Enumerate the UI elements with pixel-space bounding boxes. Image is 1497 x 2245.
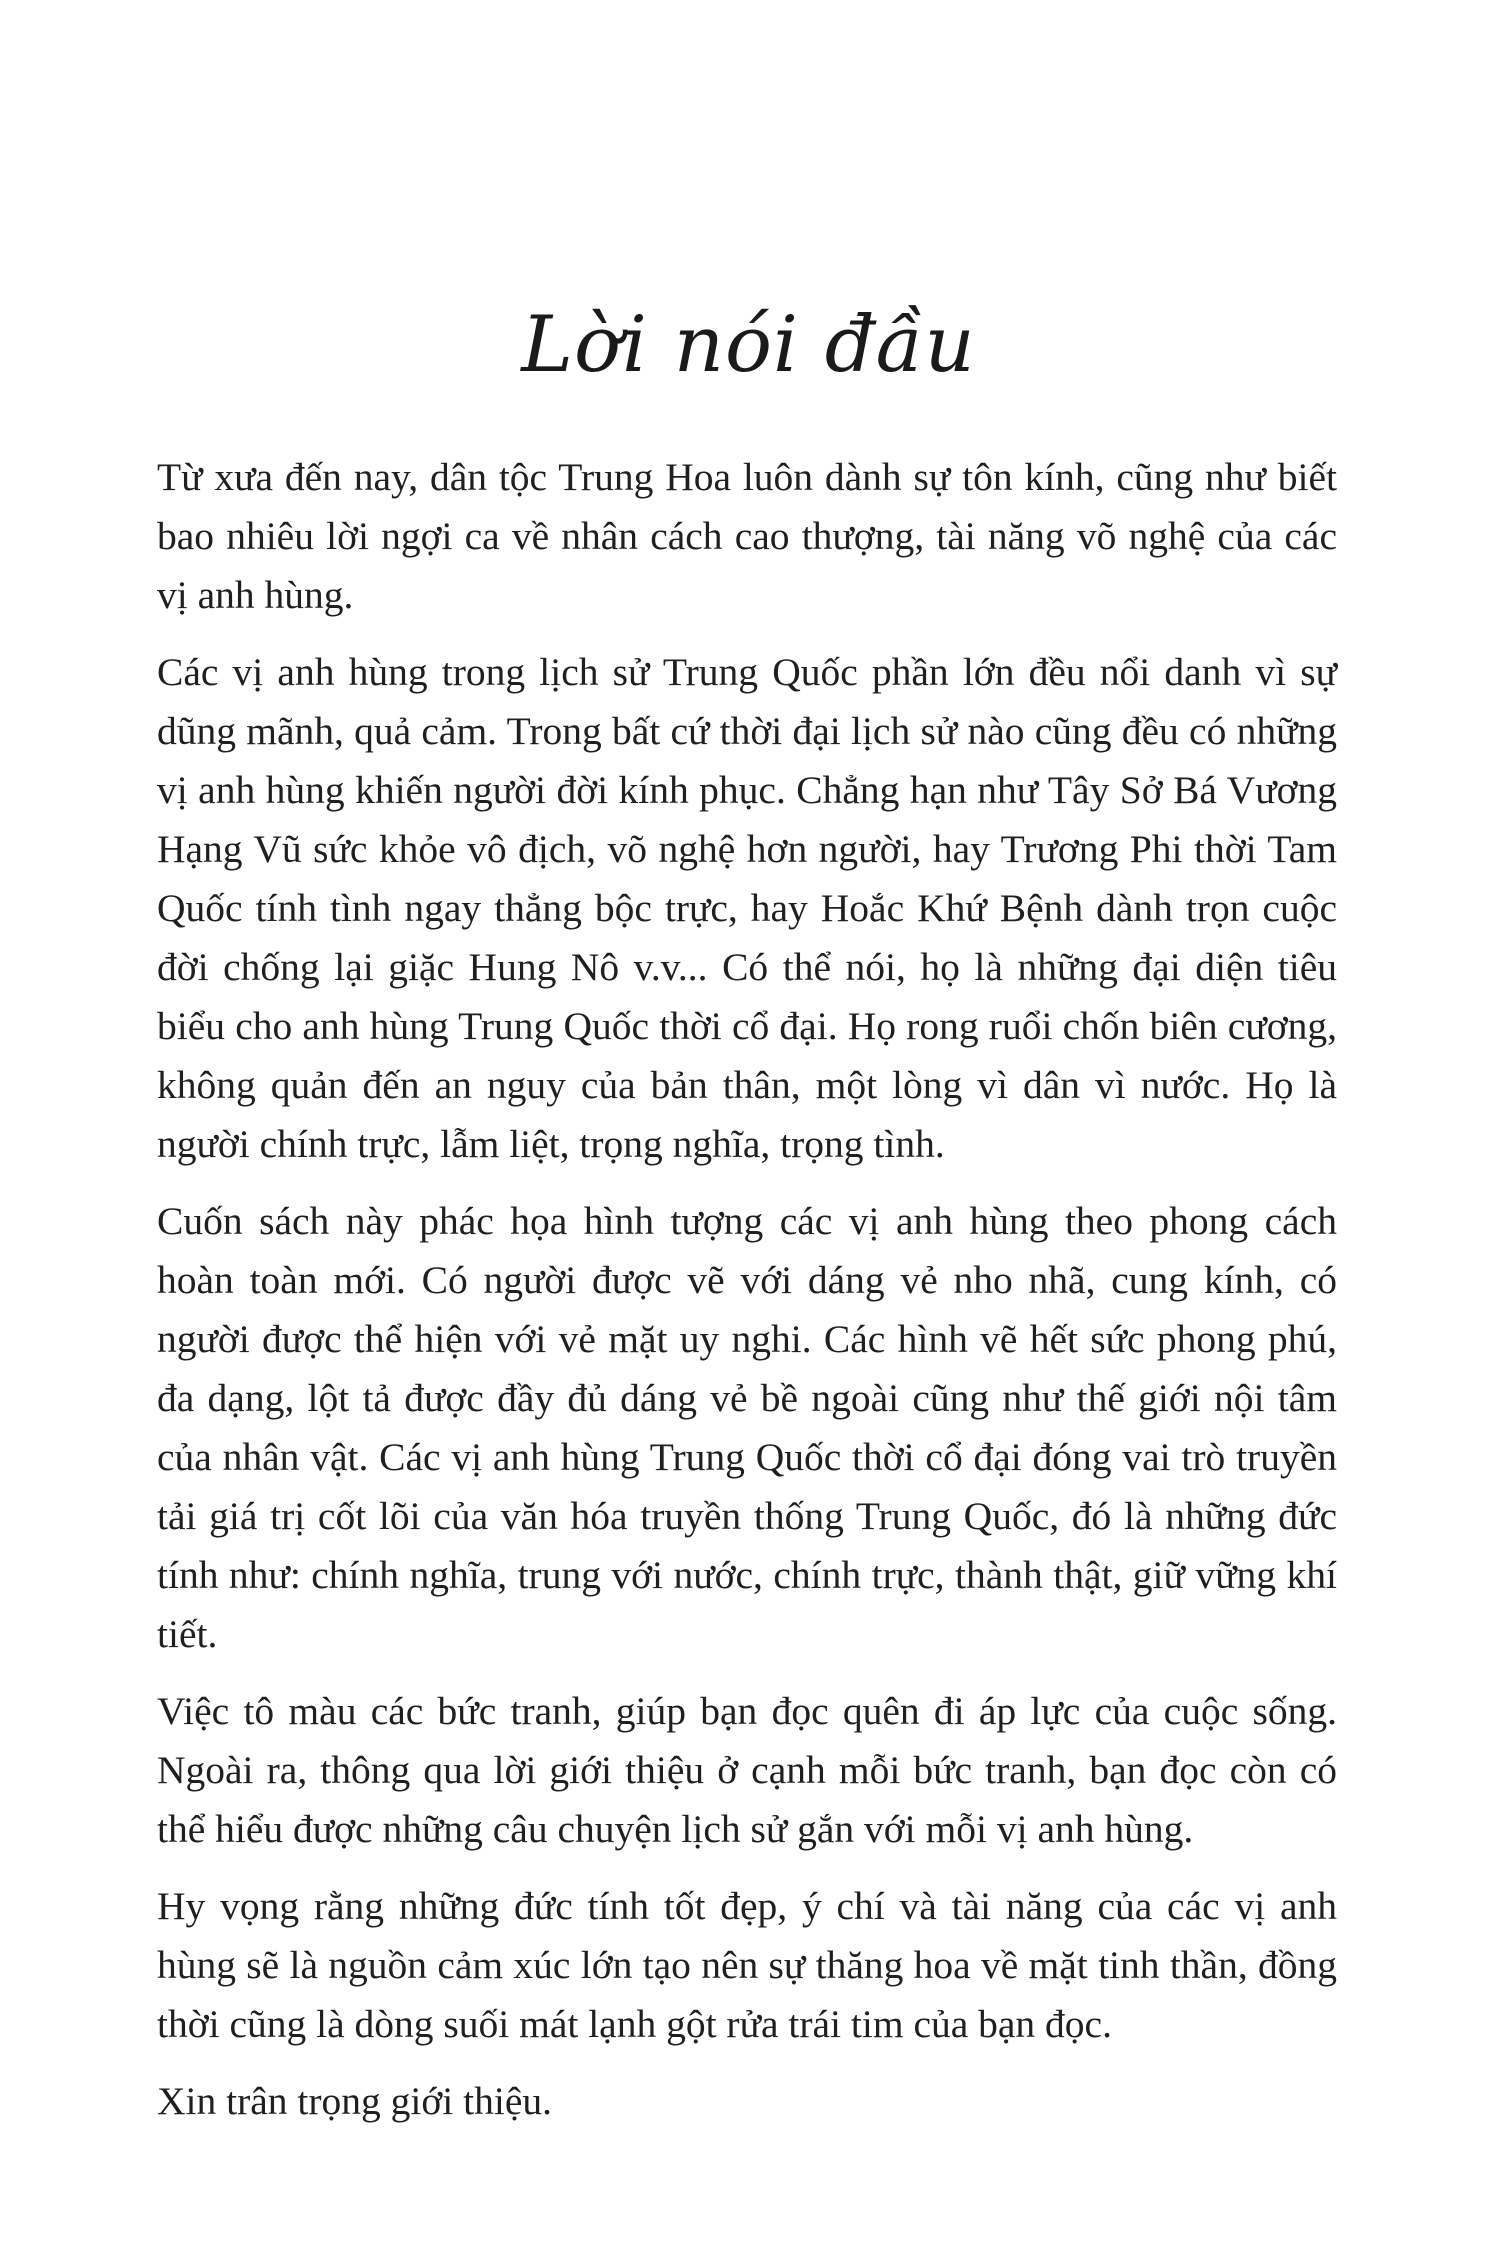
page-title: Lời nói đầu: [521, 300, 976, 390]
preface-body: [157, 448, 1337, 2131]
closing-line: Xin trân trọng giới thiệu.: [157, 2079, 552, 2123]
paragraph-4: Việc tô màu các bức tranh, giúp bạn đọc quên đi áp lực của cuộc sống. Ngoài ra, thông qua lời giới thiệu ở cạnh mỗi bức tranh, bạn đọc còn có thể hiểu được những câu chuyện lịch sử gắn với mỗi vị anh hùng.: [157, 1689, 1337, 1851]
paragraph-3: Cuốn sách này phác họa hình tượng các vị anh hùng theo phong cách hoàn toàn mới. Có người được vẽ với dáng vẻ nho nhã, cung kính, có người được thể hiện với vẻ mặt uy nghi. Các hình vẽ hết sức phong phú, đa dạng, lột tả được đầy đủ dáng vẻ bề ngoài cũng như thế giới nội tâm của nhân vật. Các vị anh hùng Trung Quốc thời cổ đại đóng vai trò truyền tải giá trị cốt lõi của văn hóa truyền thống Trung Quốc, đó là những đức tính như: chính nghĩa, trung với nước, chính trực, thành thật, giữ vững khí tiết.: [157, 1199, 1337, 1656]
paragraph-2: Các vị anh hùng trong lịch sử Trung Quốc phần lớn đều nổi danh vì sự dũng mãnh, quả cảm. Trong bất cứ thời đại lịch sử nào cũng đều có những vị anh hùng khiến người đời kính phục. Chẳng hạn như Tây Sở Bá Vương Hạng Vũ sức khỏe vô địch, võ nghệ hơn người, hay Trương Phi thời Tam Quốc tính tình ngay thẳng bộc trực, hay Hoắc Khứ Bệnh dành trọn cuộc đời chống lại giặc Hung Nô v.v... Có thể nói, họ là những đại diện tiêu biểu cho anh hùng Trung Quốc thời cổ đại. Họ rong ruổi chốn biên cương, không quản đến an nguy của bản thân, một lòng vì dân vì nước. Họ là người chính trực, lẫm liệt, trọng nghĩa, trọng tình.: [157, 650, 1337, 1166]
paragraph-1: Từ xưa đến nay, dân tộc Trung Hoa luôn dành sự tôn kính, cũng như biết bao nhiêu lời ngợi ca về nhân cách cao thượng, tài năng võ nghệ của các vị anh hùng.: [157, 455, 1337, 617]
paragraph-5: Hy vọng rằng những đức tính tốt đẹp, ý chí và tài năng của các vị anh hùng sẽ là nguồn cảm xúc lớn tạo nên sự thăng hoa về mặt tinh thần, đồng thời cũng là dòng suối mát lạnh gột rửa trái tim của bạn đọc.: [157, 1884, 1337, 2046]
